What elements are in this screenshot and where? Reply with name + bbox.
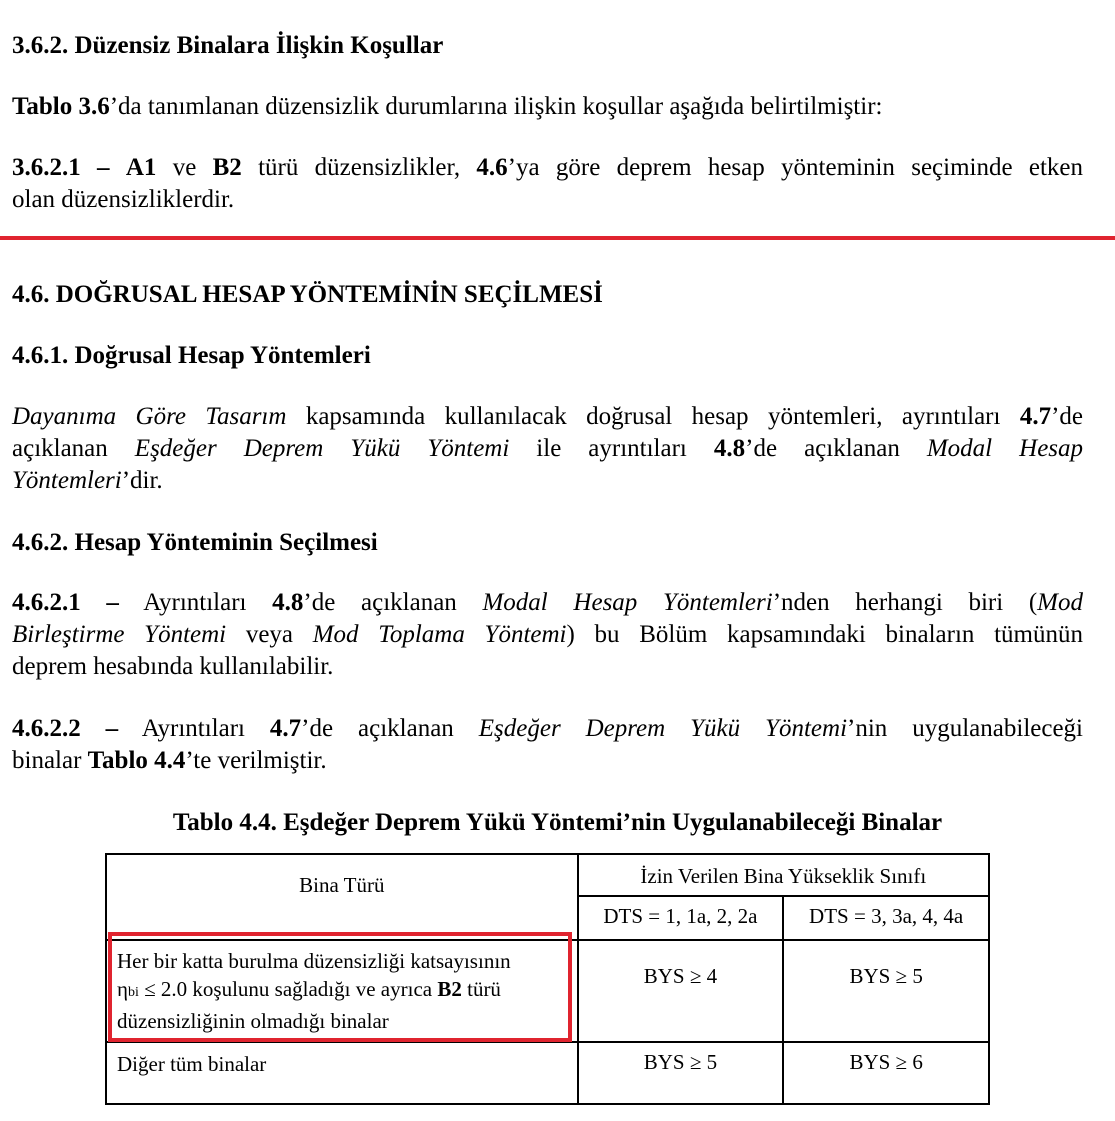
text: ile ayrıntıları bbox=[509, 435, 714, 462]
ref: 4.7 bbox=[269, 715, 302, 742]
ref-b2: B2 bbox=[437, 977, 462, 1001]
text: ’te verilmiştir. bbox=[185, 747, 327, 774]
table-title: Tablo 4.4. Eşdeğer Deprem Yükü Yöntemi’nin Uygulanabileceği Binalar bbox=[172, 809, 943, 836]
paragraph-4-6-1-line1 bbox=[12, 401, 1083, 433]
header-bina-turu-label: Bina Türü bbox=[299, 873, 385, 897]
ref-a1: A1 bbox=[125, 154, 157, 181]
ref: 4.7 bbox=[1019, 403, 1052, 430]
paragraph-3-6-2-1-line1 bbox=[12, 152, 1083, 184]
paragraph-4-6-2-2-line1 bbox=[12, 713, 1083, 745]
header-bina-turu bbox=[106, 854, 578, 940]
table-header-row bbox=[106, 854, 989, 896]
term: Eşdeğer Deprem Yükü Yöntemi bbox=[134, 435, 510, 462]
term: Birleştirme Yöntemi bbox=[12, 621, 227, 648]
paragraph-3-6-2-intro bbox=[12, 91, 882, 123]
ref: 4.8 bbox=[713, 435, 746, 462]
paragraph-4-6-2-1-line1 bbox=[12, 587, 1083, 619]
row1-dts1-label: BYS ≥ 4 bbox=[643, 964, 718, 988]
text: ’dir. bbox=[121, 467, 163, 494]
term: Mod Toplama Yöntemi bbox=[312, 621, 567, 648]
clause-number: 4.6.2.2 – bbox=[12, 715, 119, 742]
heading-3-6-2: 3.6.2. Düzensiz Binalara İlişkin Koşullar bbox=[12, 32, 444, 59]
eta-symbol: η bbox=[117, 977, 128, 1001]
paragraph-4-6-2-1-line3: deprem hesabında kullanılabilir. bbox=[12, 653, 334, 680]
row2-label: Diğer tüm binalar bbox=[117, 1052, 267, 1076]
clause-number: 4.6.2.1 – bbox=[12, 589, 119, 616]
text: ’nin uygulanabileceği bbox=[847, 715, 1084, 742]
heading-4-6-2: 4.6.2. Hesap Yönteminin Seçilmesi bbox=[12, 529, 378, 556]
term: Modal Hesap bbox=[926, 435, 1084, 462]
header-dts-2 bbox=[783, 896, 989, 940]
text: Ayrıntıları bbox=[118, 589, 273, 616]
text: ’de açıklanan bbox=[301, 715, 479, 742]
row2-bina-turu bbox=[106, 1042, 578, 1104]
ref-b2: B2 bbox=[212, 154, 242, 181]
text: türü bbox=[461, 977, 501, 1001]
highlight-box bbox=[108, 932, 572, 1042]
ref-4-6: 4.6 bbox=[476, 154, 508, 181]
paragraph-4-6-1-line3 bbox=[12, 465, 163, 497]
ref-tablo-3-6: Tablo 3.6 bbox=[12, 93, 110, 120]
row2-dts1-label: BYS ≥ 5 bbox=[643, 1050, 718, 1074]
ref-tablo-4-4: Tablo 4.4 bbox=[87, 747, 186, 774]
paragraph-4-6-2-1-line2 bbox=[12, 619, 1083, 651]
paragraph-4-6-2-2-line2 bbox=[12, 745, 327, 777]
text: Ayrıntıları bbox=[118, 715, 270, 742]
term: Yöntemleri bbox=[12, 467, 122, 494]
row1-dts1-value bbox=[578, 940, 784, 1042]
ref: 4.8 bbox=[272, 589, 304, 616]
text: ’ya göre deprem hesap yönteminin seçiminde etken bbox=[507, 154, 1084, 181]
clause-number: 3.6.2.1 – bbox=[12, 154, 110, 181]
text: ’de bbox=[1051, 403, 1084, 430]
text: ’da tanımlanan düzensizlik durumlarına ilişkin koşullar aşağıda belirtilmiştir: bbox=[109, 93, 883, 120]
term: Dayanıma Göre Tasarım bbox=[12, 403, 287, 430]
red-divider bbox=[0, 236, 1115, 240]
row2-dts2-value bbox=[783, 1042, 989, 1104]
row2-dts1-value bbox=[578, 1042, 784, 1104]
row1-dts2-label: BYS ≥ 5 bbox=[849, 964, 923, 988]
header-izin-verilen-label: İzin Verilen Bina Yükseklik Sınıfı bbox=[640, 864, 927, 888]
text: ≤ 2.0 koşulunu sağladığı ve ayrıca bbox=[138, 977, 438, 1001]
text: ’de açıklanan bbox=[303, 589, 483, 616]
heading-4-6-1: 4.6.1. Doğrusal Hesap Yöntemleri bbox=[12, 342, 371, 369]
paragraph-4-6-1-line2 bbox=[12, 433, 1083, 465]
row1-line3: düzensizliğinin olmadığı binalar bbox=[117, 1009, 389, 1033]
term: Mod bbox=[1037, 589, 1083, 616]
eta-subscript: bi bbox=[127, 985, 139, 1000]
text: kapsamında kullanılacak doğrusal hesap yöntemleri, ayrıntıları bbox=[286, 403, 1020, 430]
text: ’nden herhangi biri ( bbox=[772, 589, 1038, 616]
text: ) bu Bölüm kapsamındaki binaların tümünün bbox=[566, 621, 1083, 648]
term: Modal Hesap Yöntemleri bbox=[482, 589, 773, 616]
row1-dts2-value bbox=[783, 940, 989, 1042]
paragraph-3-6-2-1-line2: olan düzensizliklerdir. bbox=[12, 186, 235, 213]
heading-4-6: 4.6. DOĞRUSAL HESAP YÖNTEMİNİN SEÇİLMESİ bbox=[12, 281, 603, 308]
header-izin-verilen bbox=[578, 854, 989, 896]
text: açıklanan bbox=[12, 435, 135, 462]
text: veya bbox=[226, 621, 313, 648]
text: ve bbox=[156, 154, 213, 181]
text: ’de açıklanan bbox=[745, 435, 927, 462]
row2-dts2-label: BYS ≥ 6 bbox=[849, 1050, 923, 1074]
header-dts-1-label: DTS = 1, 1a, 2, 2a bbox=[603, 904, 758, 928]
table-row bbox=[106, 1042, 989, 1104]
row1-line1: Her bir katta burulma düzensizliği katsayısının bbox=[117, 949, 511, 973]
term: Eşdeğer Deprem Yükü Yöntemi bbox=[478, 715, 848, 742]
header-dts-1 bbox=[578, 896, 784, 940]
header-dts-2-label: DTS = 3, 3a, 4, 4a bbox=[809, 904, 964, 928]
text: binalar bbox=[12, 747, 88, 774]
text: türü düzensizlikler, bbox=[241, 154, 477, 181]
